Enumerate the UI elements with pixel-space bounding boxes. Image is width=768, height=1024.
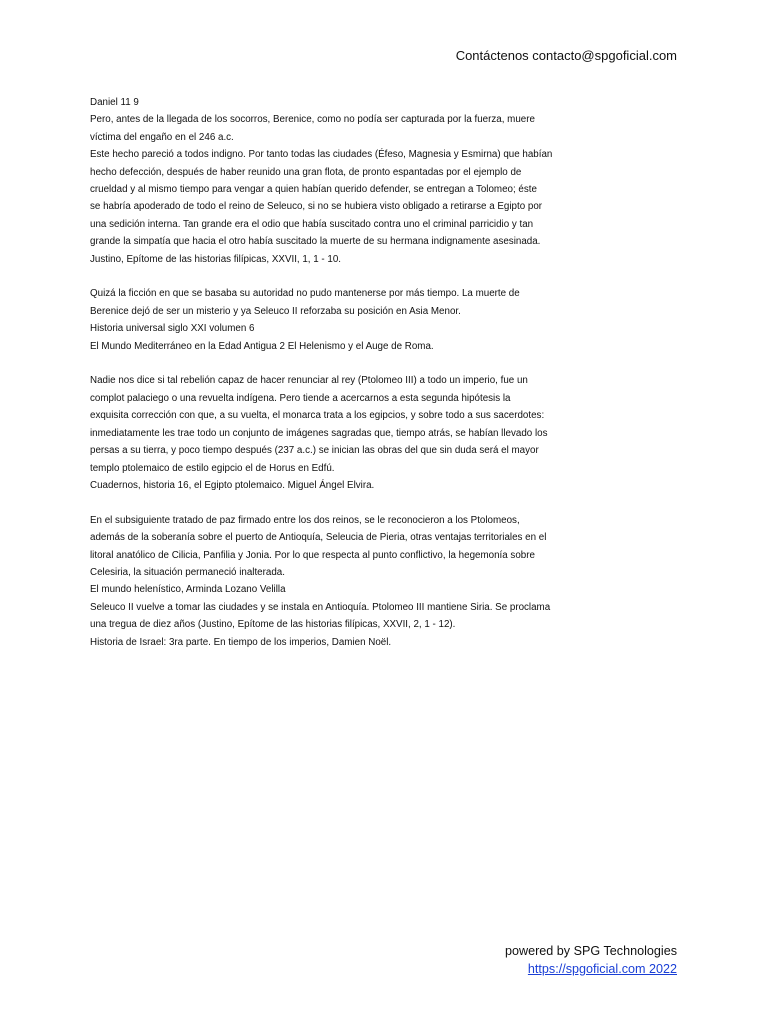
text-line: crueldad y al mismo tiempo para vengar a quien habían querido defender, se entregan a Tolomeo; éste (90, 184, 537, 196)
footer (505, 943, 677, 978)
text-line: inmediatamente les trae todo un conjunto de imágenes sagradas que, tiempo atrás, se habían llevado los (90, 427, 548, 439)
text-line: además de la soberanía sobre el puerto de Antioquía, Seleucia de Pieria, otras ventajas territoriales en el (90, 532, 547, 544)
text-line: Nadie nos dice si tal rebelión capaz de hacer renunciar al rey (Ptolomeo III) a todo un imperio, fue un (90, 375, 528, 387)
text-line: litoral anatólico de Cilicia, Panfilia y Jonia. Por lo que respecta al punto conflictivo, la hegemonía sobre (90, 549, 535, 561)
citation-line: El Mundo Mediterráneo en la Edad Antigua 2 El Helenismo y el Auge de Roma. (90, 340, 434, 352)
citation-line: Cuadernos, historia 16, el Egipto ptolemaico. Miguel Ángel Elvira. (90, 479, 375, 491)
document-body (90, 94, 690, 668)
text-line: una tregua de diez años (Justino, Epítome de las historias filípicas, XXVII, 2, 1 - 12). (90, 619, 456, 631)
paragraph-berenice (90, 285, 690, 355)
text-line: una sedición interna. Tan grande era el odio que había suscitado contra uno el criminal parricidio y tan (90, 218, 534, 230)
text-line: persas a su tierra, y poco tiempo después (237 a.c.) se inician las obras del que sin duda será el mayor (90, 445, 539, 457)
citation-line: Historia de Israel: 3ra parte. En tiempo de los imperios, Damien Noël. (90, 636, 392, 648)
text-line: hecho defección, después de haber reunido una gran flota, de pronto espantadas por el ejemplo de (90, 166, 522, 178)
citation-line: El mundo helenístico, Arminda Lozano Velilla (90, 584, 286, 596)
text-line: Este hecho pareció a todos indigno. Por tanto todas las ciudades (Éfeso, Magnesia y Esmirna) que habían (90, 149, 553, 161)
header-contact: Contáctenos contacto@spgoficial.com (455, 48, 677, 63)
text-line: grande la simpatía que hacia el otro había suscitado la muerte de su hermana indignamente asesinada. (90, 236, 541, 248)
citation-line: Justino, Epítome de las historias filípicas, XXVII, 1, 1 - 10. (90, 253, 342, 265)
text-line: Quizá la ficción en que se basaba su autoridad no pudo mantenerse por más tiempo. La muerte de (90, 288, 520, 300)
text-line: se habría apoderado de todo el reino de Seleuco, si no se hubiera visto obligado a retirarse a Egipto por (90, 201, 543, 213)
text-line: Pero, antes de la llegada de los socorros, Berenice, como no podía ser capturada por la fuerza, muere (90, 114, 535, 126)
text-line: complot palaciego o una revuelta indígena. Pero tiende a acercarnos a esta segunda hipótesis la (90, 392, 511, 404)
text-line: En el subsiguiente tratado de paz firmado entre los dos reinos, se le reconocieron a los Ptolomeos, (90, 514, 520, 526)
paragraph-tratado (90, 512, 690, 651)
citation-line: Historia universal siglo XXI volumen 6 (90, 323, 255, 335)
text-line: víctima del engaño en el 246 a.c. (90, 131, 234, 143)
paragraph-rebelion (90, 372, 690, 494)
paragraph-daniel (90, 94, 690, 268)
text-line: Celesiria, la situación permaneció inalterada. (90, 566, 285, 578)
text-line: Seleuco II vuelve a tomar las ciudades y se instala en Antioquía. Ptolomeo III mantiene Siria. Se proclama (90, 601, 551, 613)
text-line: exquisita corrección con que, a su vuelta, el monarca trata a los egipcios, y sobre todo a sus sacerdotes: (90, 410, 545, 422)
powered-by-text: powered by SPG Technologies (505, 944, 677, 958)
text-line: Berenice dejó de ser un misterio y ya Seleuco II reforzaba su posición en Asia Menor. (90, 305, 461, 317)
text-line: Daniel 11 9 (90, 97, 139, 108)
text-line: templo ptolemaico de estilo egipcio el de Horus en Edfú. (90, 462, 335, 474)
website-link[interactable]: https://spgoficial.com 2022 (527, 961, 677, 976)
